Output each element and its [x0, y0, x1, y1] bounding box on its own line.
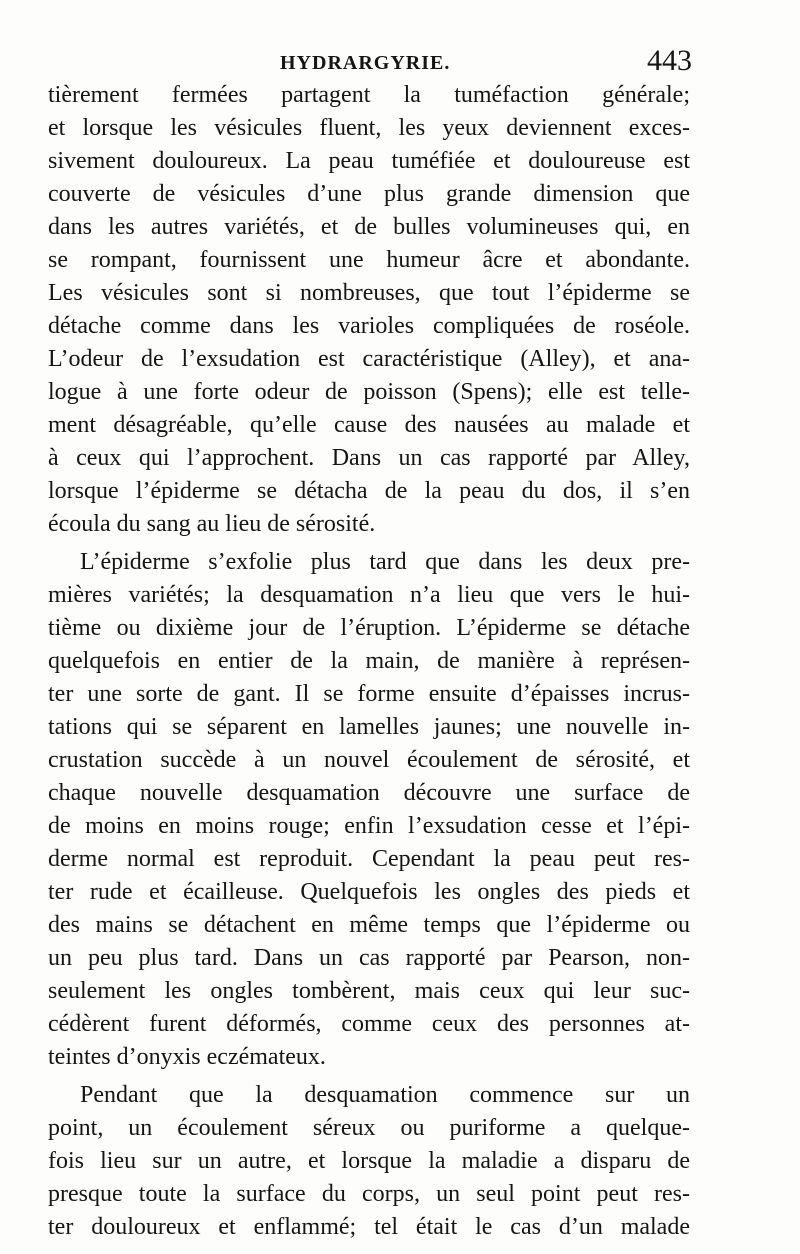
text-line: tième ou dixième jour de l’éruption. L’épiderme se détache	[48, 615, 690, 641]
text-line: cédèrent furent déformés, comme ceux des personnes at-	[48, 1011, 690, 1037]
text-line: presque toute la surface du corps, un seul point peut res-	[48, 1181, 690, 1207]
text-line: Les vésicules sont si nombreuses, que tout l’épiderme se	[48, 280, 690, 306]
text-line: ment désagréable, qu’elle cause des nausées au malade et	[48, 412, 690, 438]
text-line: L’odeur de l’exsudation est caractéristique (Alley), et ana-	[48, 346, 690, 372]
text-line: mières variétés; la desquamation n’a lieu que vers le hui-	[48, 582, 690, 608]
text-line: ter rude et écailleuse. Quelquefois les ongles des pieds et	[48, 879, 690, 905]
text-line: tièrement fermées partagent la tuméfaction générale;	[48, 82, 690, 108]
text-line: logue à une forte odeur de poisson (Spens); elle est telle-	[48, 379, 690, 405]
page-header	[48, 44, 692, 80]
text-line: point, un écoulement séreux ou puriforme a quelque-	[48, 1115, 690, 1141]
text-line: ter une sorte de gant. Il se forme ensuite d’épaisses incrus-	[48, 681, 690, 707]
text-line: teintes d’onyxis eczémateux.	[48, 1044, 326, 1070]
text-line: dans les autres variétés, et de bulles volumineuses qui, en	[48, 214, 690, 240]
text-line: sivement douloureux. La peau tuméfiée et douloureuse est	[48, 148, 690, 174]
text-line: crustation succède à un nouvel écoulement de sérosité, et	[48, 747, 690, 773]
text-line: seulement les ongles tombèrent, mais ceux qui leur suc-	[48, 978, 690, 1004]
running-title: HYDRARGYRIE.	[280, 52, 451, 74]
text-line: derme normal est reproduit. Cependant la peau peut res-	[48, 846, 690, 872]
text-line: et lorsque les vésicules fluent, les yeux deviennent exces-	[48, 115, 690, 141]
text-line: L’épiderme s’exfolie plus tard que dans les deux pre-	[80, 549, 690, 575]
text-line: de moins en moins rouge; enfin l’exsudation cesse et l’épi-	[48, 813, 690, 839]
text-line: ter douloureux et enflammé; tel était le cas d’un malade	[48, 1214, 690, 1240]
text-line: écoula du sang au lieu de sérosité.	[48, 511, 376, 537]
text-line: Pendant que la desquamation commence sur un	[80, 1082, 690, 1108]
text-line: des mains se détachent en même temps que l’épiderme ou	[48, 912, 690, 938]
page-number: 443	[647, 44, 692, 77]
text-line: à ceux qui l’approchent. Dans un cas rapporté par Alley,	[48, 445, 690, 471]
text-line: couverte de vésicules d’une plus grande dimension que	[48, 181, 690, 207]
body-text	[48, 79, 690, 1244]
text-line: quelquefois en entier de la main, de manière à représen-	[48, 648, 690, 674]
text-line: tations qui se séparent en lamelles jaunes; une nouvelle in-	[48, 714, 690, 740]
text-line: fois lieu sur un autre, et lorsque la maladie a disparu de	[48, 1148, 690, 1174]
text-line: se rompant, fournissent une humeur âcre et abondante.	[48, 247, 690, 273]
text-line: détache comme dans les varioles compliquées de roséole.	[48, 313, 690, 339]
text-line: chaque nouvelle desquamation découvre une surface de	[48, 780, 690, 806]
text-line: un peu plus tard. Dans un cas rapporté par Pearson, non-	[48, 945, 690, 971]
text-line: lorsque l’épiderme se détacha de la peau du dos, il s’en	[48, 478, 690, 504]
